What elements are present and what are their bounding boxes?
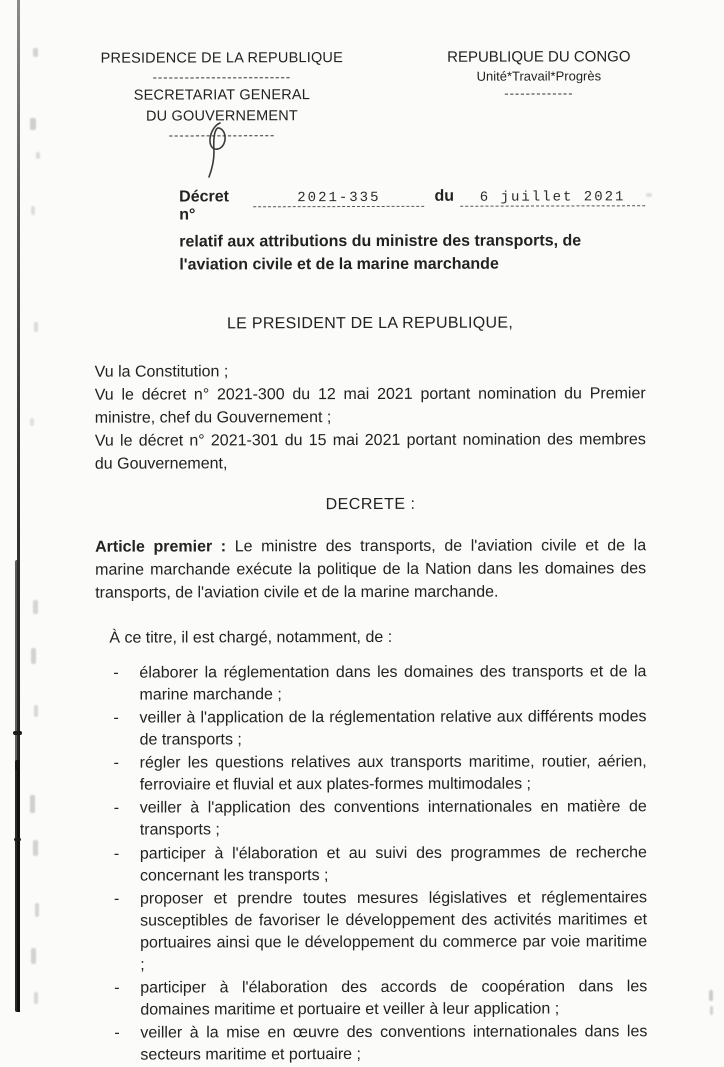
list-item — [114, 797, 647, 843]
duty-text: élaborer la réglementation dans les domaines des transports et de la marine marchande ; — [139, 663, 647, 704]
list-item — [114, 976, 647, 1022]
duties-list — [95, 661, 647, 1067]
visa-line: Vu le décret n° 2021-300 du 12 mai 2021 portant nomination du Premier ministre, chef du Gouvernement ; — [94, 384, 646, 427]
decree-number-field — [253, 188, 424, 207]
bullet-dash: - — [113, 754, 120, 772]
article-premier — [95, 534, 646, 605]
divider-dashes: -------------------------- — [152, 69, 292, 85]
decree-title-block — [179, 187, 645, 277]
document-header — [94, 47, 645, 143]
bullet-dash: - — [114, 1024, 120, 1042]
decrete-heading: DECRETE : — [325, 495, 416, 513]
list-item — [113, 661, 646, 707]
list-item — [114, 706, 647, 752]
decree-date-field — [460, 187, 645, 206]
duty-text: veiller à la mise en œuvre des conventions internationales dans les secteurs maritime et portuaire ; — [140, 1023, 648, 1064]
visas-block — [95, 359, 646, 476]
list-item — [114, 842, 647, 888]
decree-du-label: du — [434, 187, 455, 206]
article-label: Article premier : — [95, 538, 227, 556]
issuer-line-3: DU GOUVERNEMENT — [145, 107, 298, 125]
article-text: Le ministre des transports, de l'aviation civile et de la marine marchande exécute la politique de la Nation dans les domaines des transports, de l'aviation civile et de la marine marchande. — [95, 537, 647, 602]
republic-motto: Unité*Travail*Progrès — [476, 68, 602, 84]
list-item — [114, 887, 647, 977]
decree-date: 6 juillet 2021 — [479, 189, 626, 206]
salutation-line: LE PRESIDENT DE LA REPUBLIQUE, — [226, 314, 514, 333]
bullet-dash: - — [113, 664, 119, 682]
duty-text: participer à l'élaboration des accords de coopération dans les domaines maritime et portuaire et veiller à leur application ; — [140, 978, 648, 1019]
visa-line: Vu le décret n° 2021-301 du 15 mai 2021 portant nomination des membres du Gouvernement, — [94, 431, 646, 473]
duty-text: veiller à l'application des conventions internationales en matière de transports ; — [139, 798, 647, 840]
republic-block — [439, 47, 639, 101]
bullet-dash: - — [113, 800, 120, 818]
duty-text: participer à l'élaboration et au suivi des programmes de recherche concernant les transports ; — [139, 843, 647, 885]
republic-title: REPUBLIQUE DU CONGO — [447, 48, 631, 66]
duty-text: proposer et prendre toutes mesures législatives et réglementaires susceptibles de favoriser le développement des activités maritimes et portuaires ainsi que le développement du commerce par voie maritime ; — [139, 888, 648, 974]
list-item — [114, 1021, 647, 1067]
duties-intro: À ce titre, il est chargé, notamment, de : — [109, 628, 393, 647]
decree-subject: relatif aux attributions du ministre des transports, de l'aviation civile et de la marine marchande — [179, 232, 582, 274]
issuer-block — [94, 48, 350, 143]
divider-dashes: ------------- — [504, 85, 574, 101]
decree-number: 2021-335 — [297, 190, 381, 207]
list-item — [114, 751, 647, 797]
duty-text: veiller à l'application de la réglementation relative aux différents modes de transports ; — [139, 708, 647, 749]
bullet-dash: - — [113, 845, 120, 863]
issuer-line-1: PRESIDENCE DE LA REPUBLIQUE — [100, 50, 343, 67]
bullet-dash: - — [113, 709, 119, 727]
visa-line: Vu la Constitution ; — [94, 363, 229, 381]
bullet-dash: - — [113, 890, 120, 908]
bullet-dash: - — [114, 979, 120, 997]
issuer-line-2: SECRETARIAT GENERAL — [133, 86, 311, 104]
duty-text: régler les questions relatives aux transports maritime, routier, aérien, ferroviaire et fluvial et aux plates-formes multimodales ; — [139, 753, 647, 794]
decree-number-line — [179, 187, 645, 224]
divider-dashes: -------------------- — [168, 126, 276, 143]
decree-label: Décret n° — [179, 188, 230, 224]
